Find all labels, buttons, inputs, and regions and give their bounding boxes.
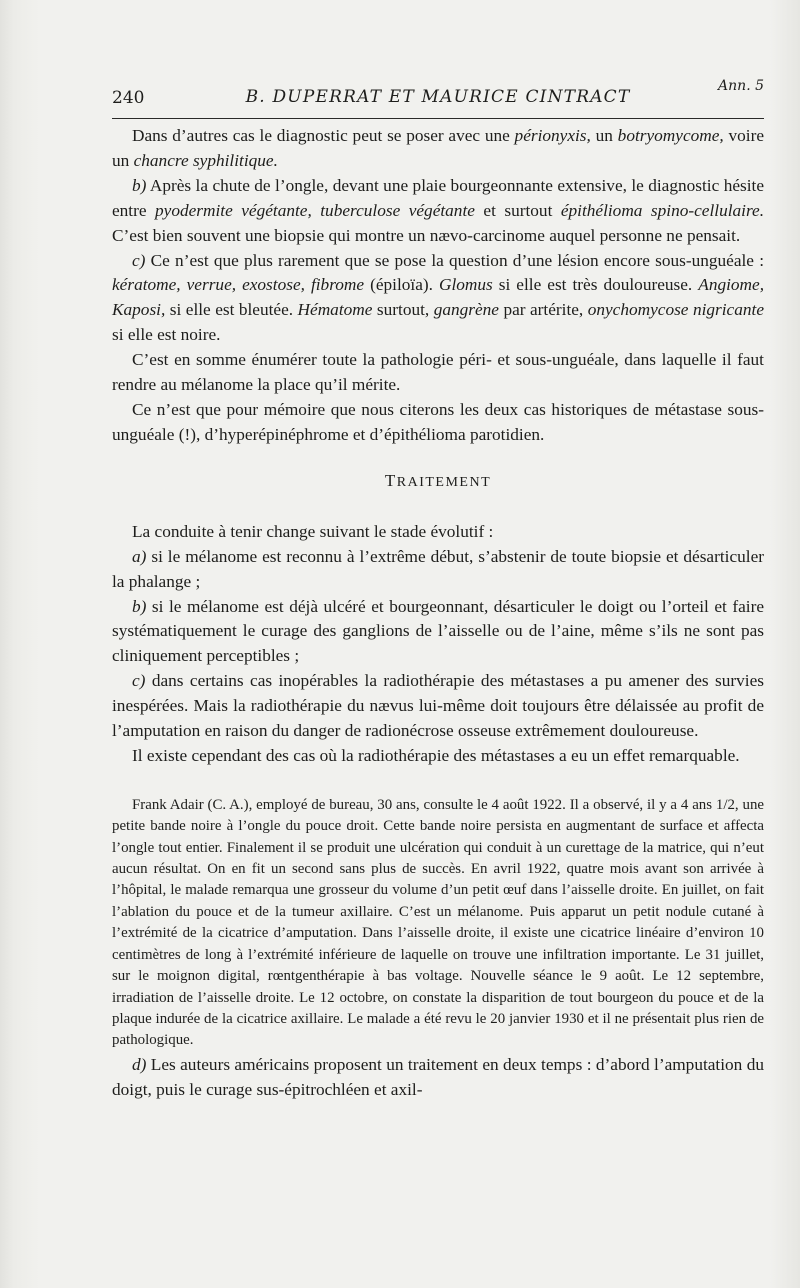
paragraph-treatment-d: d) Les auteurs américains proposent un traitement en deux temps : d’abord l’amputation du doigt, puis le curage sus-épitrochléen et axil- [112,1054,764,1099]
case-report [112,795,764,1052]
page-header [112,78,764,118]
paragraph-treatment-b: b) si le mélanome est déjà ulcéré et bourgeonnant, désarticuler le doigt ou l’orteil et faire systématiquement le curage des ganglions de l’aisselle ou de l’aine, même s’ils ne sont pas cliniquement perceptibles ; [112,596,764,666]
header-rule [112,118,764,119]
paragraph-radiotherapy-exception: Il existe cependant des cas où la radiothérapie des métastases a eu un effet remarquable. [132,745,740,765]
page-number: 240 [112,88,145,108]
running-title: B. DUPERRAT ET MAURICE CINTRACT [245,87,631,107]
section-heading-treatment: TRAITEMENT [384,470,492,490]
case-report-text: Frank Adair (C. A.), employé de bureau, 30 ans, consulte le 4 août 1922. Il a observé, il y a 4 ans 1/2, une petite bande noire à l’ongle du pouce droit. Cette bande noire persista en augmentant de surface et affecta l’ongle tout entier. Finalement il se produit une ulcération qui conduit à un curettage de la matrice, qui n’eut aucun résultat. On en fit un second sans plus de succès. En avril 1922, quatre mois avant son arrivée à l’hôpital, le malade remarqua une grosseur du volume d’un petit œuf dans l’aisselle droite. En juillet, on fait l’ablation du pouce et de la tumeur axillaire. C’est un mélanome. Puis apparut un petit nodule cutané à l’extrémité de la cicatrice d’amputation. Dans l’aisselle droite, il existe une cicatrice linéaire d’environ 10 centimètres de long à l’extrémité inférieure de laquelle on trouve une infiltration importante. Le 31 juillet, sur le moignon digital, rœntgenthérapie à bas voltage. Nouvelle séance le 9 août. Le 12 septembre, irradiation de l’aisselle droite. Le 12 octobre, on constate la disparition de tout bourgeon du pouce et de la plaque indurée de la cicatrice axillaire. Le malade a été revu le 20 janvier 1930 et il ne présentait plus rien de pathologique. [112,796,764,1049]
paragraph-differential-c: c) Ce n’est que plus rarement que se pose la question d’une lésion encore sous-unguéale : kératome, verrue, exostose, fibrome (épiloïa). Glomus si elle est très douloureuse. Angiome, Kaposi, si elle est bleutée. Hématome surtout, gangrène par artérite, onychomycose nigricante si elle est noire. [112,250,765,345]
paragraph-differential-1: Dans d’autres cas le diagnostic peut se poser avec une périonyxis, un botryomycome, voire un chancre syphilitique. [112,126,765,170]
paragraph-treatment-c: c) dans certains cas inopérables la radiothérapie des métastases a pu amener des survies inespérées. Mais la radiothérapie du nævus lui-même doit toujours être délaissée au profit de l’amputation en raison du danger de radionécrose osseuse extrêmement douloureuse. [112,671,764,741]
paragraph-treatment-a: a) si le mélanome est reconnu à l’extrême début, s’abstenir de toute biopsie et désarticuler la phalange ; [112,546,764,591]
article-body [112,124,764,1103]
handwritten-annotation: Ann. 5 [718,78,764,94]
paragraph-differential-b: b) Après la chute de l’ongle, devant une plaie bourgeonnante extensive, le diagnostic hésite entre pyodermite végétante, tuberculose végétante et surtout épithélioma spino-cellulaire. C’est bien souvent une biopsie qui montre un nævo-carcinome auquel personne ne pensait. [112,175,765,245]
paragraph-treatment-intro: La conduite à tenir change suivant le stade évolutif : [132,521,494,541]
paragraph-pathology-summary: C’est en somme énumérer toute la pathologie péri- et sous-unguéale, dans laquelle il faut rendre au mélanome la place qu’il mérite. [112,350,764,395]
paragraph-historical-cases: Ce n’est que pour mémoire que nous citerons les deux cas historiques de métastase sous-unguéale (!), d’hyperépinéphrome et d’épithélioma parotidien. [112,399,764,444]
